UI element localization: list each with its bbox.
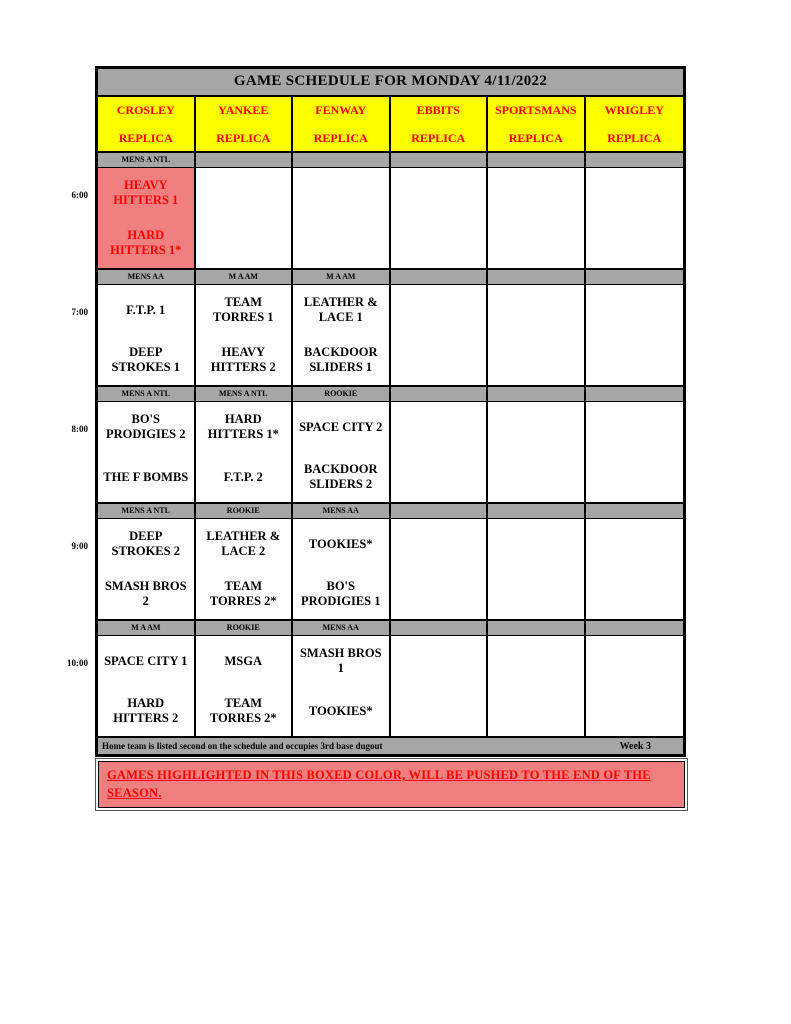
home-team: BACKDOOR SLIDERS 2 bbox=[303, 462, 378, 491]
away-team bbox=[586, 285, 684, 335]
field-header-row bbox=[98, 97, 683, 153]
game-cell bbox=[98, 168, 196, 268]
game-cell bbox=[293, 402, 391, 502]
home-team: HEAVY HITTERS 2 bbox=[210, 345, 276, 374]
game-cell bbox=[196, 402, 294, 502]
field-type: REPLICA bbox=[607, 130, 662, 145]
away-team: SPACE CITY 1 bbox=[104, 653, 188, 668]
slot-rows bbox=[67, 153, 683, 738]
game-cell bbox=[391, 168, 489, 268]
division-label: MENS A NTL bbox=[98, 387, 196, 401]
division-label bbox=[586, 153, 684, 167]
away-team bbox=[488, 285, 584, 335]
division-label bbox=[391, 504, 489, 518]
home-team bbox=[586, 569, 684, 619]
field-name: WRIGLEY bbox=[604, 102, 664, 117]
schedule-title: GAME SCHEDULE FOR MONDAY 4/11/2022 bbox=[98, 69, 683, 97]
away-team: BO'S PRODIGIES 2 bbox=[105, 412, 186, 441]
game-cell bbox=[293, 636, 391, 736]
game-cell bbox=[586, 285, 684, 385]
away-team bbox=[488, 168, 584, 218]
game-cell bbox=[488, 519, 586, 619]
home-team bbox=[391, 569, 487, 619]
field-header-sportsmans bbox=[488, 97, 586, 151]
game-cell bbox=[488, 402, 586, 502]
home-team bbox=[488, 218, 584, 268]
away-team bbox=[391, 285, 487, 335]
field-type: REPLICA bbox=[118, 130, 173, 145]
away-team bbox=[488, 519, 584, 569]
away-team: MSGA bbox=[224, 653, 262, 668]
schedule-table bbox=[67, 66, 686, 757]
footer-bar bbox=[98, 738, 683, 754]
game-cell bbox=[98, 519, 196, 619]
division-label: M A AM bbox=[293, 270, 391, 284]
game-row-10:00 bbox=[67, 636, 683, 738]
home-team: SMASH BROS 2 bbox=[104, 579, 187, 608]
division-label: ROOKIE bbox=[196, 504, 294, 518]
home-team bbox=[391, 335, 487, 385]
division-label: MENS AA bbox=[293, 504, 391, 518]
game-row-9:00 bbox=[71, 519, 683, 621]
home-team bbox=[293, 218, 389, 268]
field-header-fenway bbox=[293, 97, 391, 151]
home-team bbox=[586, 335, 684, 385]
field-type: REPLICA bbox=[313, 130, 368, 145]
division-label bbox=[586, 504, 684, 518]
field-type: REPLICA bbox=[216, 130, 271, 145]
division-label: MENS AA bbox=[98, 270, 196, 284]
division-row-6:00 bbox=[98, 153, 683, 168]
game-row-7:00 bbox=[71, 285, 683, 387]
away-team bbox=[586, 636, 684, 686]
game-cell bbox=[391, 636, 489, 736]
game-row-8:00 bbox=[71, 402, 683, 504]
division-label: ROOKIE bbox=[196, 621, 294, 635]
home-team bbox=[488, 335, 584, 385]
away-team: HEAVY HITTERS 1 bbox=[113, 178, 179, 207]
away-team bbox=[391, 519, 487, 569]
away-team bbox=[196, 168, 292, 218]
field-name: SPORTSMANS bbox=[494, 102, 577, 117]
home-team bbox=[488, 452, 584, 502]
home-team: BO'S PRODIGIES 1 bbox=[300, 579, 381, 608]
division-row-10:00 bbox=[98, 621, 683, 636]
away-team: F.T.P. 1 bbox=[126, 302, 166, 317]
field-name: YANKEE bbox=[218, 102, 269, 117]
home-team bbox=[586, 218, 684, 268]
game-cell bbox=[98, 636, 196, 736]
away-team: LEATHER & LACE 2 bbox=[206, 529, 281, 558]
home-team: TEAM TORRES 2* bbox=[209, 696, 277, 725]
home-team: F.T.P. 2 bbox=[223, 469, 263, 484]
away-team bbox=[586, 402, 684, 452]
game-cell bbox=[196, 168, 294, 268]
field-header-yankee bbox=[196, 97, 294, 151]
home-team: THE F BOMBS bbox=[103, 469, 189, 484]
division-label bbox=[488, 621, 586, 635]
division-label bbox=[293, 153, 391, 167]
away-team: TEAM TORRES 1 bbox=[212, 295, 274, 324]
away-team: DEEP STROKES 2 bbox=[111, 529, 180, 558]
time-label: 8:00 bbox=[71, 424, 88, 434]
time-label: 7:00 bbox=[71, 307, 88, 317]
game-cell bbox=[98, 402, 196, 502]
division-label: MENS AA bbox=[293, 621, 391, 635]
away-team bbox=[391, 636, 487, 686]
legend-box bbox=[95, 758, 688, 811]
game-cell bbox=[586, 402, 684, 502]
field-name: FENWAY bbox=[315, 102, 367, 117]
division-label bbox=[488, 504, 586, 518]
division-label: MENS A NTL bbox=[98, 504, 196, 518]
home-team: TOOKIES* bbox=[308, 703, 373, 718]
field-header-wrigley bbox=[586, 97, 684, 151]
division-row-9:00 bbox=[98, 504, 683, 519]
division-label bbox=[391, 387, 489, 401]
field-type: REPLICA bbox=[411, 130, 466, 145]
division-label bbox=[391, 270, 489, 284]
division-label bbox=[391, 621, 489, 635]
division-label bbox=[586, 270, 684, 284]
legend-text: GAMES HIGHLIGHTED IN THIS BOXED COLOR, WILL BE PUSHED TO THE END OF THE SEASON. bbox=[107, 768, 651, 800]
division-label bbox=[391, 153, 489, 167]
division-label bbox=[488, 270, 586, 284]
away-team bbox=[488, 402, 584, 452]
game-cell bbox=[488, 168, 586, 268]
home-team: TEAM TORRES 2* bbox=[209, 579, 277, 608]
away-team bbox=[293, 168, 389, 218]
division-label: ROOKIE bbox=[293, 387, 391, 401]
time-label: 6:00 bbox=[71, 190, 88, 200]
time-label: 9:00 bbox=[71, 541, 88, 551]
field-name: EBBITS bbox=[416, 102, 460, 117]
away-team bbox=[391, 168, 487, 218]
division-label bbox=[488, 153, 586, 167]
game-cell bbox=[391, 285, 489, 385]
game-cell bbox=[293, 285, 391, 385]
home-team bbox=[488, 686, 584, 736]
game-cell bbox=[196, 636, 294, 736]
footer-note: Home team is listed second on the schedule and occupies 3rd base dugout bbox=[102, 741, 383, 751]
game-cell bbox=[196, 285, 294, 385]
division-label: M A AM bbox=[98, 621, 196, 635]
game-cell bbox=[586, 168, 684, 268]
division-label bbox=[196, 153, 294, 167]
away-team bbox=[391, 402, 487, 452]
game-row-6:00 bbox=[71, 168, 683, 270]
home-team bbox=[586, 686, 684, 736]
field-header-crosley bbox=[98, 97, 196, 151]
game-cell bbox=[586, 519, 684, 619]
division-label bbox=[586, 387, 684, 401]
home-team bbox=[391, 218, 487, 268]
legend-highlight-strip bbox=[98, 761, 685, 808]
game-cell bbox=[391, 519, 489, 619]
away-team: LEATHER & LACE 1 bbox=[303, 295, 378, 324]
week-label: Week 3 bbox=[619, 740, 651, 752]
away-team bbox=[488, 636, 584, 686]
division-label bbox=[586, 621, 684, 635]
home-team bbox=[488, 569, 584, 619]
game-cell bbox=[293, 168, 391, 268]
away-team bbox=[586, 519, 684, 569]
field-type: REPLICA bbox=[508, 130, 563, 145]
home-team: DEEP STROKES 1 bbox=[111, 345, 180, 374]
division-label bbox=[488, 387, 586, 401]
home-team: HARD HITTERS 2 bbox=[113, 696, 179, 725]
away-team: TOOKIES* bbox=[308, 536, 373, 551]
field-name: CROSLEY bbox=[116, 102, 175, 117]
home-team: HARD HITTERS 1* bbox=[110, 228, 182, 257]
division-row-8:00 bbox=[98, 387, 683, 402]
game-cell bbox=[391, 402, 489, 502]
game-cell bbox=[488, 636, 586, 736]
game-cell bbox=[488, 285, 586, 385]
home-team bbox=[391, 452, 487, 502]
away-team: SPACE CITY 2 bbox=[299, 419, 383, 434]
home-team bbox=[196, 218, 292, 268]
away-team bbox=[586, 168, 684, 218]
away-team: SMASH BROS 1 bbox=[299, 646, 382, 675]
field-header-ebbits bbox=[391, 97, 489, 151]
game-cell bbox=[586, 636, 684, 736]
home-team bbox=[391, 686, 487, 736]
away-team: HARD HITTERS 1* bbox=[207, 412, 279, 441]
division-label: MENS A NTL bbox=[196, 387, 294, 401]
game-cell bbox=[196, 519, 294, 619]
division-row-7:00 bbox=[98, 270, 683, 285]
division-label: MENS A NTL bbox=[98, 153, 196, 167]
game-cell bbox=[293, 519, 391, 619]
division-label: M A AM bbox=[196, 270, 294, 284]
home-team: BACKDOOR SLIDERS 1 bbox=[303, 345, 378, 374]
game-cell bbox=[98, 285, 196, 385]
home-team bbox=[586, 452, 684, 502]
time-label: 10:00 bbox=[67, 658, 88, 668]
